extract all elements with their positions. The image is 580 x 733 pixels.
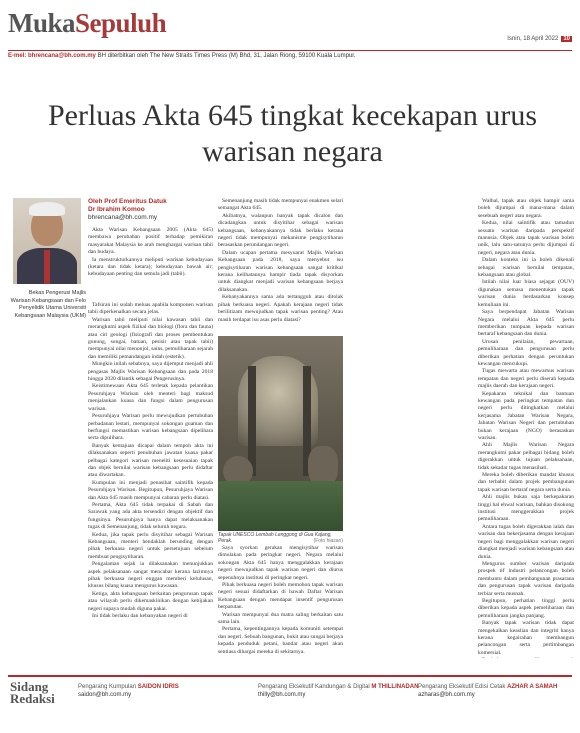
sidang-line2: Redaksi (10, 691, 55, 706)
article-paragraph: Pertama, Akta 645 tidak terpakai di Sabah dan Sarawak yang ada akta tersendiri dengan objektif dan fungsinya. Pesuruhjaya hanya dapat melaksanakan tugas di Semenanjung, tidak seluruh negara. (88, 501, 213, 531)
editor-name: M THILLINADAN (371, 684, 419, 690)
article-paragraph: Ia menstrukturkannya meliputi warisan kebudayaan (ketara dan tidak ketara); kebudayaan bawah air; kebudayaan penting dan semula jadi (tabii). (88, 256, 213, 278)
author-photo (13, 198, 81, 284)
article-headline: Perluas Akta 645 tingkat kecekapan urus warisan negara (47, 99, 538, 168)
article-paragraph: Pengalaman sejak ia dilaksanakan menunjukkan aspek pelaksanaan sangat mencabar kerana lazimnya pihak berkuasa negeri enggan memberi kelulusan, khusus bilang kuasa mengurus kawasan. (88, 561, 213, 590)
article-paragraph: Kebanyakannya sama ada tertangguh atau ditolak pihak berkuasa negeri. Apakah kerajaan negeri tidak berilitizam mewujudkan tapak warisan penting? Atau masih terdapat isu asas perlu diatasi? (218, 294, 343, 323)
author-prefix: Oleh Prof Emeritus Datuk (88, 198, 167, 205)
article-paragraph: Banyak kemajuan dicapai dalam tempoh akta ini dilaksanakan seperti penubuhan jawatan kuasa pakar pelbagai kategori warisan meneliti kesesuaian tapak dan objek bernilai warisan kebangsaan perlu didaftar atau diwartakan. (88, 442, 213, 479)
byline (88, 198, 213, 222)
article-photo (218, 336, 343, 531)
article-paragraph: Pertama, kepentingannya kepada komuniti setempat dan negeri. Sebuah bangunan, bukit atau sungai berjaya kepada penduduk petani, bandar atau negeri akan sentiasa dihargai mereka di sekitarnya. (218, 626, 343, 655)
article-paragraph: Pesuruhjaya Warisan perlu mewujudkan pertubuhan perbadanan lestari, mempunyai sokongan guaman dan berfungsi memastikan warisan kebangsaan dipelihara serta dipulihara. (88, 413, 213, 442)
article-paragraph: Mungkin inilah sebabnya, saya dijemput menjadi ahli pengasas Majlis Warisan Kebangsaan dan pada 2018 hingga 2020 dilantik sebagai Pengerusinya. (88, 361, 213, 383)
article-paragraph: Semenanjung masih tidak mempunyai enakmen selari semangat Akta 645. (218, 198, 343, 212)
article-paragraph: Tafsiran ini sudah meluas apabila komponen warisan tabii diperkenalkan secara jelas. (88, 302, 213, 316)
article-column-1a (88, 227, 213, 302)
article-paragraph: Kedua, nilai saintifik atau tamadun sesuatu warisan daripada perspektif manusia. Objek atau tapak warisan boleh unik, lalu satu-satunya perlu dijumpai di negeri, negara atau dunia. (478, 220, 574, 256)
brand-part2: Sepuluh (75, 8, 167, 38)
editor-1 (78, 683, 179, 699)
article-paragraph: Istilah nilai luar biasa sejagat (OUV) digunakan semasa menentukan tapak warisan dunia berdasarkan konsep kemuliaan ini. (478, 279, 574, 308)
article-column-1b (88, 302, 213, 652)
editor-2 (258, 683, 418, 699)
brand-part1: Muka (8, 8, 76, 38)
editor-role: Pengarang Eksekutif Edisi Cetak (418, 684, 506, 690)
article-paragraph: Urusan penilaian, pewartaan, pemuliharaan dan pengurusan perlu diberikan perhatian dengan peruntukan kewangan mencukupi. (478, 338, 574, 367)
article-column-3 (478, 198, 574, 658)
article-paragraph: Mengurus sumber warisan daripada prospek tif industri pelancongan boleh membantu dalam pembangunan prasarana dan pengurusan tapak warisan daripada terbiar serta musnah. (478, 560, 574, 597)
article-paragraph: Dalam ucapan pertama mesyuarat Majlis Warisan Kebangsaan pada 2018, saya menyebut isu pengisytiharan warisan kebangsaan sangat kritikal kerana kelihatannya hampir tiada tapak disyorkan untuk diangkat menjadi warisan kebangsaan berjaya dilaksanakan. (218, 249, 343, 293)
article-paragraph: Saya berpendapat Jabatan Warisan Negara melalui Akta 645 perlu memberikan tumpuan kepada warisan bertaraf kebangsaan dan dunia. (478, 309, 574, 338)
article-paragraph: Keistimewaan Akta 645 terletak kepada pelantikan Pesuruhjaya Warisan oleh menteri bagi maksud menjalankan kuasa dan fungsi dalam pengurusan warisan. (88, 383, 213, 412)
date-line (507, 36, 572, 42)
article-paragraph: Warisan tabii meliputi nilai kawasan tabii dan merangkumi aspek fizikal dan biologi (flora dan fauna) atau ciri geologi (fisiografi dan proses pembentukan gunung, sungai, batuan, pesisir atau tapak tabii) mempunyai nilai menonjol, sains, pemuliharaan sejarah dan memiliki pemandangan indah (estetik). (88, 316, 213, 360)
editor-name: SAIDON IDRIS (137, 684, 179, 690)
article-paragraph: Antara tugas boleh digerakkan ialah dan warisan dan bekerjasama dengan kerajaan negeri bagi menggalakkan warisan negeri diangkat menjadi warisan kebangsaan atau dunia. (478, 523, 574, 560)
article-paragraph: Kepakaran teknikal dan bantuan kewangan pada peringkat tempatan dan negeri perlu ditingkatkan melalui kerjasama Jabatan Warisan Negara, Jabatan Warisan Negeri dan pertubuhan bukan kerajaan (NGO) berasaskan warisan. (478, 390, 574, 441)
editor-email[interactable]: saidon@bh.com.my (78, 692, 132, 698)
photo-credit: (Foto hiasan) (313, 538, 343, 544)
article-paragraph: Ketiga, akta kebangsaan berkaitan pengurusan tapak atau wilayah perlu dikemaskinikan dengan kebijakan negeri supaya mudah diguna pakai. (88, 590, 213, 612)
article-column-2b (218, 545, 343, 655)
editor-role: Pengarang Eksekutif Kandungan & Digital (258, 684, 370, 690)
photo-caption-text: Tapak UNESCO Lembah Lenggong di Gua Kajang, Perak. (218, 532, 332, 544)
article-paragraph: Akta Warisan Kebangsaan 2005 (Akta 645) membawa perubahan positif terhadap pemikiran masyarakat Malaysia ke arah menghargai warisan tabii dan budaya. (88, 227, 213, 256)
article-column-2a (218, 198, 343, 333)
editor-3 (418, 683, 557, 699)
article-paragraph: Tugas mewarta atau mewarnus warisan tempatan dan negeri perlu diserah kepada majlis daerah dan kerajaan negeri. (478, 368, 574, 390)
section-brand (8, 8, 166, 39)
article-paragraph: Ahli Majlis Warisan Negara merangkumi pakar pelbagai bidang boleh digerakkan untuk tujuan pelaksanaan, tidak sekadar tugas menasihati. (478, 442, 574, 471)
issue-date: Isnin, 18 April 2022 (507, 36, 559, 42)
article-paragraph: Kumpulan ini menjadi penasihat saintifik kepada Pesuruhjaya Warisan. Begitupun, Pesuruhjaya Warisan dan Akta 645 masih mempunyai cabaran perlu diatasi. (88, 479, 213, 501)
article-paragraph: Kedua, jika tapak perlu disyitihar sebagai Warisan Kebangsaan, menteri hendaklah berunding dengan pihak berkuasa negeri untuk persetujuan sebelum membuat pengisytiharan. (88, 531, 213, 560)
article-paragraph: Banyak tapak warisan tidak dapat mengekalkan keaslian dan integriti hanya kerana kegairahan membangun pelancongan serta pertimbangan komersial. (478, 620, 574, 656)
article-paragraph: Ahli majlis bukan saja berkepakaran tinggi hal ehwal warisan, bahkan disokong institusi menggerakkan projek pemuliharaan. (478, 494, 574, 523)
editor-role: Pengarang Kumpulan (78, 684, 137, 690)
editorial-board-title (10, 681, 55, 705)
article-paragraph: Warisan mempunyai dua matra saling berkaitan satu sama lain. (218, 611, 343, 626)
article-paragraph: Mereka boleh diberikan mandat khusus dan terbabit dalam projek pembangunan tapak warisan bertaraf negara serta dunia. (478, 472, 574, 493)
author-name: Dr Ibrahim Komoo (88, 206, 145, 213)
article-paragraph: Pihak berkuasa negeri boleh memohon tapak warisan negeri sesuai didaftarkan di bawah Daftar Warisan Kebangsaan dengan mendapat insentif pengurusan berpatutan. (218, 582, 343, 611)
author-email[interactable]: bhrencana@bh.com.my (88, 214, 158, 221)
sidang-line1: Sidang (10, 679, 49, 694)
article-paragraph: Saya syorkan gerakan mengisytihar warisan dimulakan pada peringkat negeri. Negara melalui sokongan Akta 645 hanya menggalakkan kerajaan negeri mewujudkan tapak warisan negeri dan diurus sepenuhnya institusi di peringkat negeri. (218, 545, 343, 581)
article-paragraph: Walhal, tapak atau objek hampir sama boleh dijumpai di mana-mana dalam sesebuah negeri atau negara. (478, 198, 574, 219)
article-paragraph (478, 657, 574, 658)
contact-line (8, 50, 572, 59)
editor-email[interactable]: thilly@bh.com.my (258, 692, 306, 698)
editorial-footer (8, 675, 572, 723)
editor-name: AZHAR A SAMAH (507, 684, 558, 690)
email-label: E-mel: (8, 53, 27, 59)
author-caption: Bekas Pengerusi Majlis Warisan Kebangsaan dan Felo Penyelidik Utama Universiti Kebangsaan Malaysia (UKM) (10, 290, 86, 319)
editor-email[interactable]: azharas@bh.com.my (418, 692, 475, 698)
publisher-line: BH diterbitkan oleh The New Straits Times Press (M) Bhd, 31, Jalan Riong, 59100 Kuala Lumpur. (97, 53, 356, 59)
masthead (8, 8, 572, 48)
article-paragraph: Ini tidak berlaku dan kebanyakan negeri di (92, 613, 188, 620)
article-paragraph: Akibatnya, walaupun banyak tapak dicalon dan dicadangkan untuk disyitihar sebagai warisan kebangsaan, kebanyakannya tidak berlaku kerana negeri tidak mempunyai mekanisme pengisytiharan berasaskan perundangan negeri. (218, 212, 343, 249)
article-paragraph: Begitupun, perhatian tinggi perlu diberikan kepada aspek pemeliharaan dan pemuliharaan jangka panjang. (478, 597, 574, 619)
page-number: 10 (563, 36, 570, 42)
photo-caption (218, 532, 343, 544)
contact-email[interactable]: bhrencana@bh.com.my (28, 53, 96, 59)
article-paragraph: Dalam konteks ini ia boleh dikenali sebagai warisan bernilai tempatan, kebangsaan atau global. (478, 257, 574, 279)
